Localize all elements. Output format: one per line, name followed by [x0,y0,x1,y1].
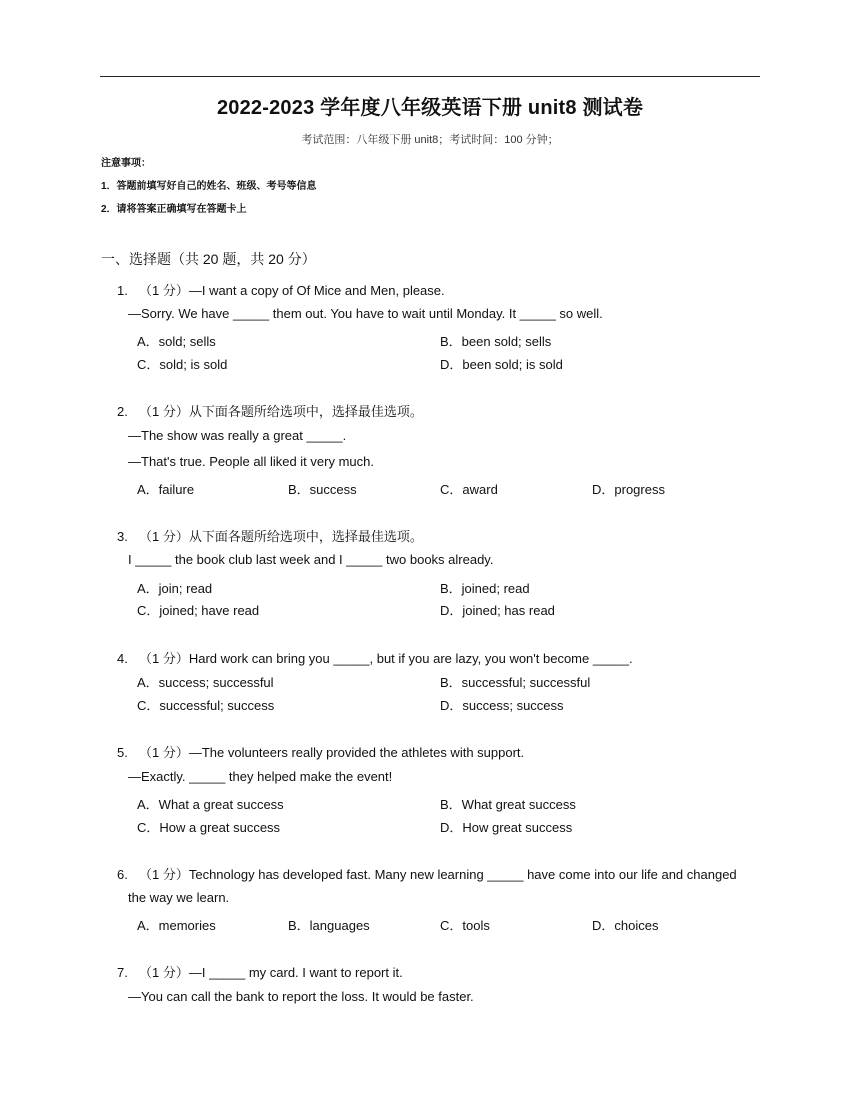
option-c[interactable]: C．tools [440,918,490,933]
question-text: （1 分）Hard work can bring you _____, but if you are lazy, you won't become _____. [139,651,633,666]
question-5-line: —Exactly. _____ they helped make the event! [128,769,393,784]
question-text: （1 分）从下面各题所给选项中，选择最佳选项。 [139,404,423,419]
question-number: 6. [117,867,128,882]
option-d[interactable]: D．choices [592,918,659,933]
option-b[interactable]: B．successful; successful [440,675,591,690]
exam-info: 考试范围：八年级下册 unit8；考试时间：100 分钟； [301,134,559,146]
option-a[interactable]: A．join; read [137,581,213,596]
option-d[interactable]: D．success; success [440,698,564,713]
question-1-line: —Sorry. We have _____ them out. You have to wait until Monday. It _____ so well. [128,306,603,321]
option-b[interactable]: B．joined; read [440,581,530,596]
option-d[interactable]: D．been sold; is sold [440,357,563,372]
option-c[interactable]: C．successful; success [137,698,275,713]
question-text: （1 分）—The volunteers really provided the athletes with support. [139,745,525,760]
option-b[interactable]: B．languages [288,918,370,933]
question-number: 7. [117,965,128,980]
option-d[interactable]: D．joined; has read [440,603,555,618]
question-number: 2. [117,404,128,419]
question-text: （1 分）—I _____ my card. I want to report it. [139,965,403,980]
question-1-stem [117,280,445,299]
question-6-stem [117,864,737,883]
question-number: 1. [117,283,128,298]
option-c[interactable]: C．sold; is sold [137,357,228,372]
option-b[interactable]: B．What great success [440,797,576,812]
option-b[interactable]: B．been sold; sells [440,334,552,349]
question-5-stem [117,742,524,761]
question-4-stem [117,648,633,667]
question-7-stem [117,962,403,981]
option-a[interactable]: A．sold; sells [137,334,216,349]
question-2-line: —That's true. People all liked it very much. [128,454,374,469]
question-number: 4. [117,651,128,666]
option-a[interactable]: A．memories [137,918,216,933]
notice-item: 1．答题前填写好自己的姓名、班级、考号等信息 [101,181,317,192]
question-3-line: I _____ the book club last week and I _____ two books already. [128,552,494,567]
question-text: （1 分）Technology has developed fast. Many new learning _____ have come into our life and changed [139,867,737,882]
question-2-line: —The show was really a great _____. [128,428,347,443]
question-7-line: —You can call the bank to report the loss. It would be faster. [128,989,474,1004]
option-a[interactable]: A．What a great success [137,797,284,812]
page-title: 2022-2023 学年度八年级英语下册 unit8 测试卷 [216,97,644,119]
top-rule [100,76,760,77]
option-c[interactable]: C．joined; have read [137,603,260,618]
option-a[interactable]: A．failure [137,482,195,497]
question-number: 5. [117,745,128,760]
notice-heading: 注意事项： [101,158,151,169]
option-c[interactable]: C．How a great success [137,820,281,835]
question-3-stem [117,526,423,545]
option-d[interactable]: D．How great success [440,820,573,835]
question-6-line: the way we learn. [128,890,230,905]
option-b[interactable]: B．success [288,482,357,497]
section-heading: 一、选择题（共 20 题，共 20 分） [101,251,316,267]
question-text: （1 分）从下面各题所给选项中，选择最佳选项。 [139,529,423,544]
option-d[interactable]: D．progress [592,482,665,497]
question-text: （1 分）—I want a copy of Of Mice and Men, please. [139,283,445,298]
option-c[interactable]: C．award [440,482,498,497]
notice-item: 2．请将答案正确填写在答题卡上 [101,204,247,215]
question-2-stem [117,401,423,420]
option-a[interactable]: A．success; successful [137,675,274,690]
question-number: 3. [117,529,128,544]
